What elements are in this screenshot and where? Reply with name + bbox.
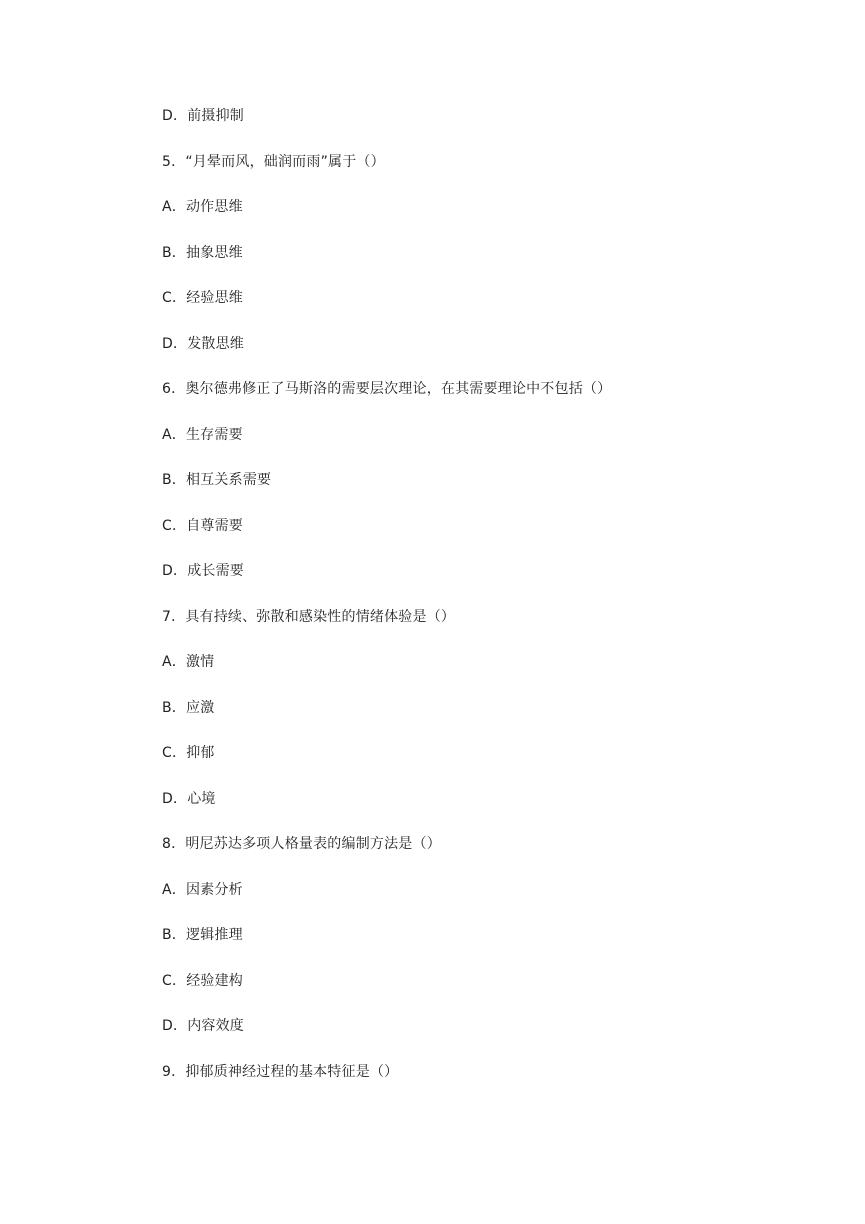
option-line: [162, 103, 802, 149]
option-letter: A．: [162, 654, 186, 670]
option-text: 抑郁: [186, 745, 215, 761]
option-line: [162, 968, 802, 1014]
option-line: [162, 240, 802, 286]
option-letter: A．: [162, 426, 186, 443]
option-letter: B．: [162, 699, 187, 716]
option-text: 逻辑推理: [186, 927, 243, 943]
question-number: 5．: [162, 153, 186, 170]
question-line: [162, 604, 802, 650]
option-letter: C．: [162, 517, 187, 534]
option-letter: D．: [162, 790, 188, 807]
option-line: [162, 331, 802, 377]
option-line: [162, 194, 802, 240]
option-line: [162, 649, 802, 695]
option-letter: D．: [162, 563, 188, 579]
option-line: [162, 695, 802, 741]
question-list: [162, 103, 802, 1104]
question-line: [162, 376, 802, 422]
option-line: [162, 285, 802, 331]
option-letter: B．: [162, 244, 187, 261]
option-line: [162, 786, 802, 832]
question-number: 7．: [162, 608, 186, 625]
option-line: [162, 558, 802, 604]
option-text: 动作思维: [185, 199, 243, 215]
option-text: 自尊需要: [186, 517, 243, 534]
option-letter: D．: [162, 108, 188, 124]
option-text: 应激: [186, 699, 215, 716]
option-letter: B．: [162, 927, 187, 943]
question-number: 9．: [162, 1063, 186, 1080]
question-text: 具有持续、弥散和感染性的情绪体验是（）: [185, 608, 456, 625]
option-letter: C．: [162, 972, 187, 989]
question-number: 8．: [162, 836, 186, 852]
option-text: 相互关系需要: [186, 472, 272, 488]
question-text: “月晕而风，础润而雨”属于（）: [185, 153, 385, 170]
option-letter: C．: [162, 745, 187, 761]
option-text: 前摄抑制: [187, 108, 244, 124]
option-text: 激情: [185, 654, 215, 670]
option-line: [162, 877, 802, 923]
option-letter: D．: [162, 1018, 188, 1034]
option-line: [162, 513, 802, 559]
question-text: 奥尔德弗修正了马斯洛的需要层次理论，在其需要理论中不包括（）: [185, 381, 612, 397]
option-text: 经验建构: [186, 972, 243, 989]
question-text: 明尼苏达多项人格量表的编制方法是（）: [185, 836, 441, 852]
option-text: 生存需要: [185, 426, 243, 443]
option-text: 抽象思维: [186, 244, 243, 261]
option-line: [162, 422, 802, 468]
option-line: [162, 740, 802, 786]
option-text: 因素分析: [185, 881, 243, 898]
question-number: 6．: [162, 381, 186, 397]
option-letter: A．: [162, 881, 186, 898]
question-line: [162, 831, 802, 877]
option-letter: B．: [162, 472, 187, 488]
option-text: 心境: [187, 790, 216, 807]
option-text: 内容效度: [187, 1018, 244, 1034]
option-letter: A．: [162, 199, 186, 215]
option-text: 发散思维: [187, 335, 244, 352]
option-line: [162, 922, 802, 968]
option-letter: C．: [162, 290, 187, 306]
option-line: [162, 1013, 802, 1059]
question-line: [162, 1059, 802, 1105]
option-line: [162, 467, 802, 513]
option-text: 成长需要: [187, 563, 244, 579]
option-text: 经验思维: [186, 290, 243, 306]
option-letter: D．: [162, 335, 188, 352]
question-line: [162, 149, 802, 195]
question-text: 抑郁质神经过程的基本特征是（）: [185, 1063, 399, 1080]
